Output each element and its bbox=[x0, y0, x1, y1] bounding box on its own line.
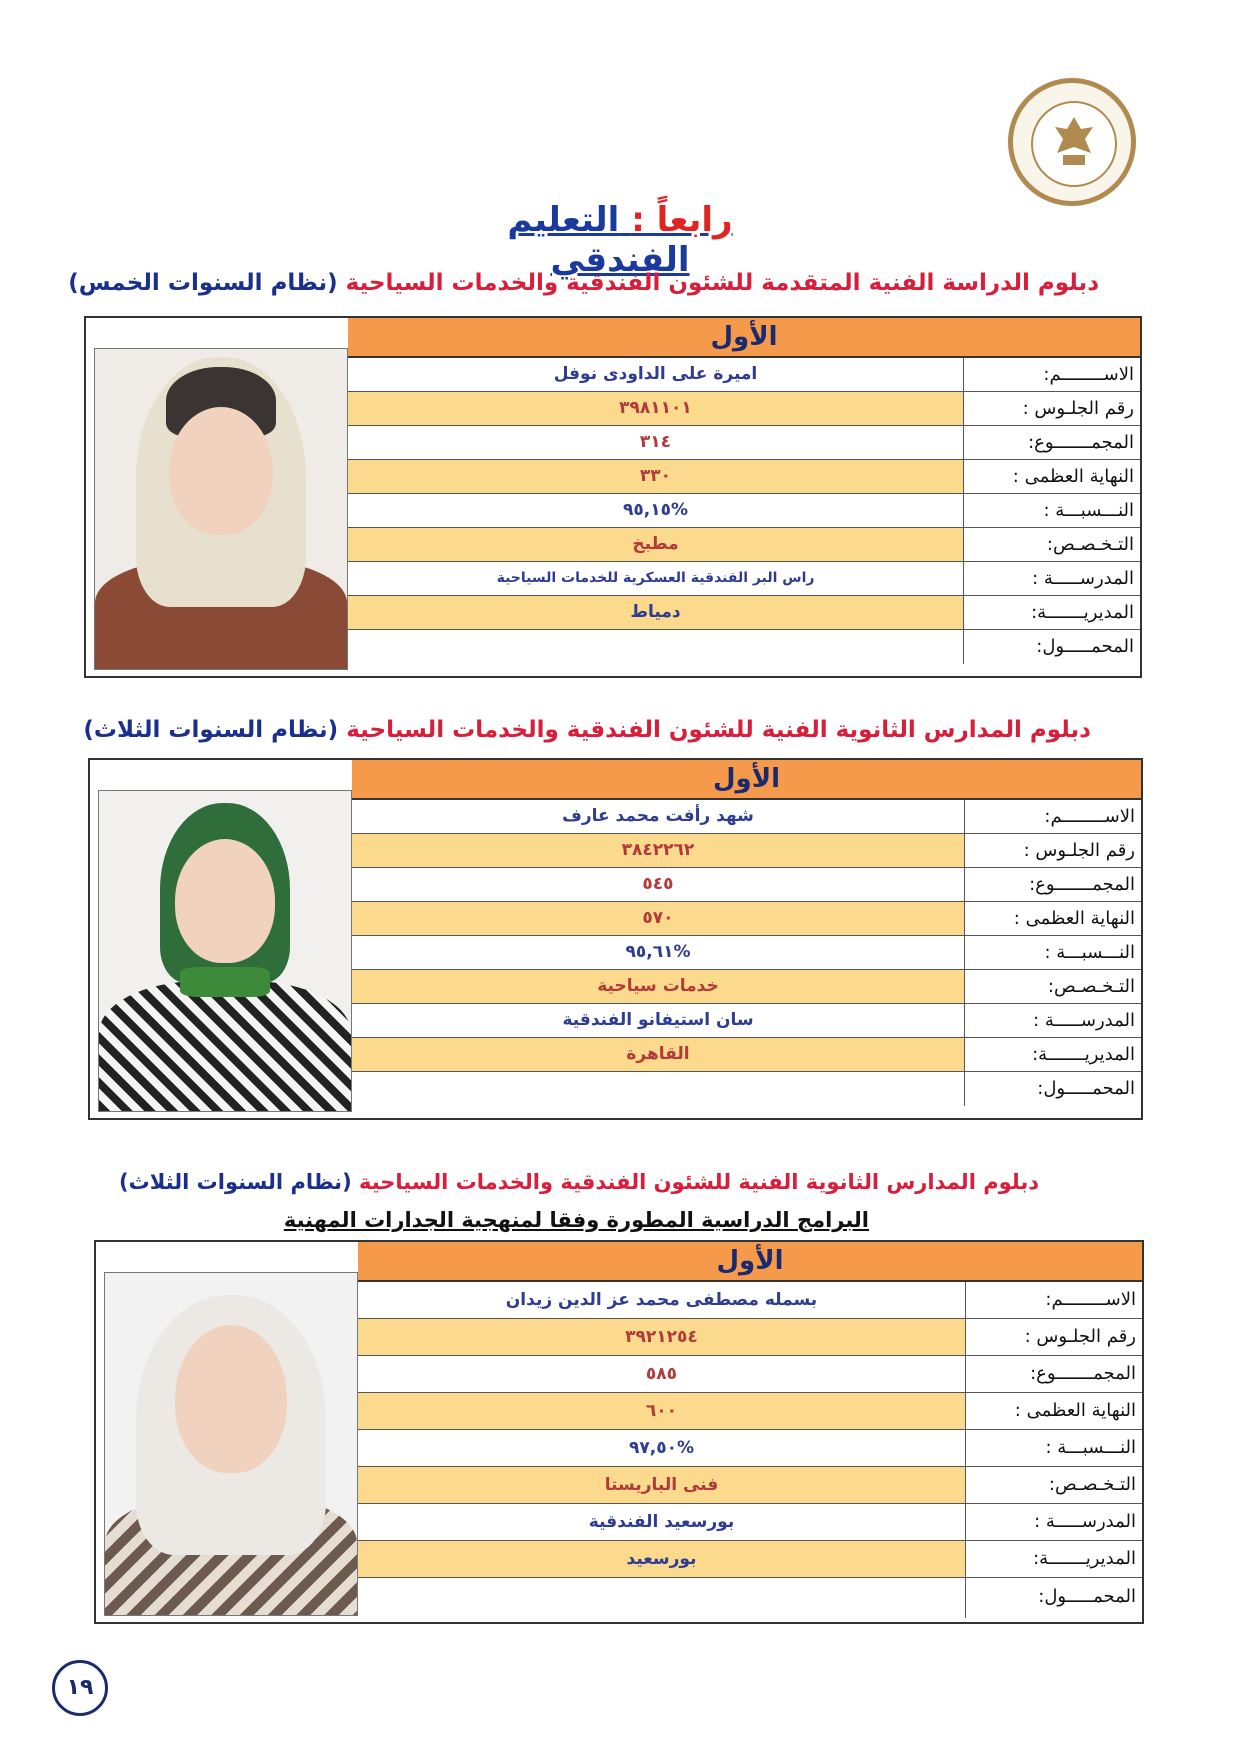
value-specialization: خدمات سياحية bbox=[352, 970, 965, 1003]
label-school: المدرســـــة : bbox=[1034, 1511, 1136, 1532]
row-percent bbox=[358, 1430, 1142, 1467]
row-seat bbox=[348, 392, 1140, 426]
record-3-heading-system: (نظام السنوات الثلاث) bbox=[119, 1170, 352, 1194]
rank-header: الأول bbox=[352, 760, 1141, 800]
row-directorate bbox=[358, 1541, 1142, 1578]
row-mobile bbox=[348, 630, 1140, 664]
value-directorate: بورسعيد bbox=[358, 1541, 966, 1577]
value-specialization: فنى الباريستا bbox=[358, 1467, 966, 1503]
photo-face bbox=[175, 1325, 287, 1473]
rank-header: الأول bbox=[358, 1242, 1142, 1282]
label-percent: النـــسبـــة : bbox=[1043, 500, 1134, 521]
value-max: ٣٣٠ bbox=[348, 460, 964, 493]
record-1-heading bbox=[68, 270, 1099, 296]
value-name: شهد رأفت محمد عارف bbox=[352, 800, 965, 833]
value-directorate: دمياط bbox=[348, 596, 964, 629]
photo-face bbox=[175, 839, 275, 963]
label-total: المجمـــــــوع: bbox=[1029, 874, 1135, 895]
record-3-card bbox=[94, 1240, 1144, 1624]
label-directorate: المديريـــــــة: bbox=[1031, 602, 1134, 623]
label-name: الاســــــــم: bbox=[1045, 1289, 1136, 1310]
value-percent: %٩٥,٦١ bbox=[352, 936, 965, 969]
row-school bbox=[352, 1004, 1141, 1038]
section-title bbox=[440, 200, 800, 280]
label-school: المدرســـــة : bbox=[1032, 568, 1134, 589]
section-title-text: التعليم الفندقي bbox=[507, 200, 690, 280]
value-total: ٣١٤ bbox=[348, 426, 964, 459]
row-max bbox=[358, 1393, 1142, 1430]
value-percent: %٩٥,١٥ bbox=[348, 494, 964, 527]
label-directorate: المديريـــــــة: bbox=[1033, 1548, 1136, 1569]
record-3-heading-main: دبلوم المدارس الثانوية الفنية للشئون الفندقية والخدمات السياحية bbox=[358, 1170, 1039, 1194]
label-mobile: المحمـــــول: bbox=[1038, 1586, 1136, 1607]
eagle-emblem-icon bbox=[1031, 101, 1117, 187]
row-total bbox=[352, 868, 1141, 902]
record-1-card bbox=[84, 316, 1142, 678]
value-specialization: مطبخ bbox=[348, 528, 964, 561]
label-mobile: المحمـــــول: bbox=[1036, 636, 1134, 657]
photo-face bbox=[169, 407, 273, 535]
row-directorate bbox=[352, 1038, 1141, 1072]
label-max: النهاية العظمى : bbox=[1012, 466, 1134, 487]
section-title-prefix: رابعاً : bbox=[631, 200, 733, 240]
row-max bbox=[352, 902, 1141, 936]
value-seat: ٣٩٨١١٠١ bbox=[348, 392, 964, 425]
label-specialization: التـخـصـص: bbox=[1048, 1474, 1136, 1495]
student-photo bbox=[94, 348, 348, 670]
photo-collar bbox=[180, 967, 270, 997]
label-school: المدرســـــة : bbox=[1033, 1010, 1135, 1031]
record-3-subheading: البرامج الدراسية المطورة وفقا لمنهجية الجدارات المهنية bbox=[283, 1208, 869, 1232]
student-photo bbox=[98, 790, 352, 1112]
value-name: اميرة على الداودى نوفل bbox=[348, 358, 964, 391]
record-2-heading-main: دبلوم المدارس الثانوية الفنية للشئون الفندقية والخدمات السياحية bbox=[346, 717, 1091, 743]
value-name: بسمله مصطفى محمد عز الدين زيدان bbox=[358, 1282, 966, 1318]
row-specialization bbox=[358, 1467, 1142, 1504]
student-photo bbox=[104, 1272, 358, 1616]
row-school bbox=[348, 562, 1140, 596]
row-mobile bbox=[352, 1072, 1141, 1106]
row-max bbox=[348, 460, 1140, 494]
value-school: بورسعيد الفندقية bbox=[358, 1504, 966, 1540]
label-percent: النـــسبـــة : bbox=[1045, 1437, 1136, 1458]
row-directorate bbox=[348, 596, 1140, 630]
value-max: ٥٧٠ bbox=[352, 902, 965, 935]
row-seat bbox=[352, 834, 1141, 868]
row-seat bbox=[358, 1319, 1142, 1356]
label-seat: رقم الجلـوس : bbox=[1023, 840, 1135, 861]
label-max: النهاية العظمى : bbox=[1013, 908, 1135, 929]
label-seat: رقم الجلـوس : bbox=[1024, 1326, 1136, 1347]
label-mobile: المحمـــــول: bbox=[1037, 1078, 1135, 1099]
row-percent bbox=[352, 936, 1141, 970]
record-2-heading bbox=[83, 717, 1091, 743]
row-mobile bbox=[358, 1578, 1142, 1618]
label-name: الاســــــــم: bbox=[1043, 364, 1134, 385]
label-specialization: التـخـصـص: bbox=[1046, 534, 1134, 555]
label-total: المجمـــــــوع: bbox=[1028, 432, 1134, 453]
record-2-heading-system: (نظام السنوات الثلاث) bbox=[83, 717, 339, 743]
value-seat: ٣٩٢١٢٥٤ bbox=[358, 1319, 966, 1355]
value-school: سان استيفانو الفندقية bbox=[352, 1004, 965, 1037]
row-total bbox=[348, 426, 1140, 460]
ministry-seal-logo bbox=[1008, 78, 1136, 206]
value-percent: %٩٧,٥٠ bbox=[358, 1430, 966, 1466]
label-percent: النـــسبـــة : bbox=[1044, 942, 1135, 963]
row-percent bbox=[348, 494, 1140, 528]
photo-body bbox=[99, 981, 351, 1111]
value-directorate: القاهرة bbox=[352, 1038, 965, 1071]
row-specialization bbox=[352, 970, 1141, 1004]
value-seat: ٣٨٤٢٢٦٢ bbox=[352, 834, 965, 867]
label-directorate: المديريـــــــة: bbox=[1032, 1044, 1135, 1065]
label-seat: رقم الجلـوس : bbox=[1022, 398, 1134, 419]
record-1-heading-system: (نظام السنوات الخمس) bbox=[68, 270, 338, 296]
label-name: الاســــــــم: bbox=[1044, 806, 1135, 827]
label-specialization: التـخـصـص: bbox=[1047, 976, 1135, 997]
value-total: ٥٨٥ bbox=[358, 1356, 966, 1392]
value-mobile bbox=[348, 630, 964, 664]
page-number: ١٩ bbox=[52, 1660, 108, 1716]
row-total bbox=[358, 1356, 1142, 1393]
row-school bbox=[358, 1504, 1142, 1541]
value-school: راس البر الفندقية العسكرية للخدمات السياحية bbox=[348, 562, 964, 595]
row-name bbox=[348, 358, 1140, 392]
row-specialization bbox=[348, 528, 1140, 562]
row-name bbox=[352, 800, 1141, 834]
value-mobile bbox=[352, 1072, 965, 1106]
value-total: ٥٤٥ bbox=[352, 868, 965, 901]
row-name bbox=[358, 1282, 1142, 1319]
value-mobile bbox=[358, 1578, 966, 1618]
label-max: النهاية العظمى : bbox=[1014, 1400, 1136, 1421]
record-2-card bbox=[88, 758, 1143, 1120]
record-1-heading-main: دبلوم الدراسة الفنية المتقدمة للشئون الفندقية والخدمات السياحية bbox=[345, 270, 1099, 296]
value-max: ٦٠٠ bbox=[358, 1393, 966, 1429]
record-3-heading bbox=[119, 1170, 1039, 1194]
label-total: المجمـــــــوع: bbox=[1030, 1363, 1136, 1384]
rank-header: الأول bbox=[348, 318, 1140, 358]
